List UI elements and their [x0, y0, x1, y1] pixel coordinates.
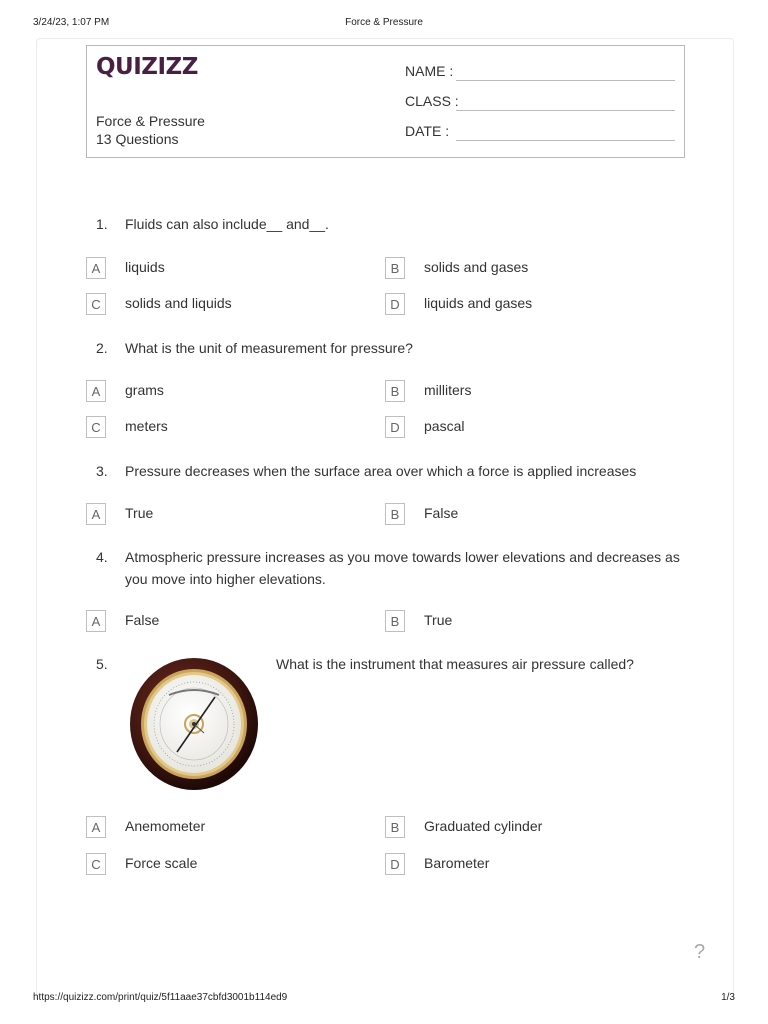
class-line[interactable]: [456, 110, 675, 111]
print-header: [33, 17, 735, 31]
option-b[interactable]: [385, 503, 665, 525]
option-letter: B: [385, 610, 405, 632]
option-letter: D: [385, 416, 405, 438]
option-letter: D: [385, 853, 405, 875]
question-number: 3.: [96, 463, 108, 479]
option-text: Anemometer: [125, 818, 206, 834]
option-b[interactable]: [385, 816, 665, 838]
print-url: https://quizizz.com/print/quiz/5f11aae37cbfd3001b114ed9: [33, 992, 288, 1003]
option-c[interactable]: [86, 293, 366, 315]
option-text: milliters: [424, 382, 472, 398]
quizizz-logo: QUIZIZZ: [96, 54, 198, 80]
option-letter: D: [385, 293, 405, 315]
option-d[interactable]: [385, 853, 665, 875]
option-letter: A: [86, 816, 106, 838]
option-text: liquids and gases: [424, 295, 533, 311]
option-b[interactable]: [385, 380, 665, 402]
option-letter: C: [86, 293, 106, 315]
option-letter: A: [86, 257, 106, 279]
option-text: solids and liquids: [125, 295, 232, 311]
date-field[interactable]: [405, 123, 675, 143]
quiz-title: Force & Pressure: [96, 113, 205, 129]
name-line[interactable]: [456, 80, 675, 81]
option-a[interactable]: [86, 503, 366, 525]
help-icon[interactable]: ?: [694, 941, 706, 963]
option-text: grams: [125, 382, 164, 398]
print-date: 3/24/23, 1:07 PM: [33, 17, 110, 28]
name-label: NAME :: [405, 63, 454, 79]
option-letter: A: [86, 610, 106, 632]
option-letter: A: [86, 503, 106, 525]
page-counter: 1/3: [721, 992, 735, 1003]
option-text: solids and gases: [424, 259, 529, 275]
question-number: 2.: [96, 340, 108, 356]
question-text: What is the unit of measurement for pressure?: [125, 340, 413, 356]
question-number: 5.: [96, 656, 108, 672]
question-count: 13 Questions: [96, 131, 179, 147]
option-text: Graduated cylinder: [424, 818, 543, 834]
option-c[interactable]: [86, 853, 366, 875]
option-text: meters: [125, 418, 168, 434]
print-footer: [33, 992, 735, 1006]
option-letter: B: [385, 380, 405, 402]
print-title: Force & Pressure: [345, 17, 423, 28]
date-label: DATE :: [405, 123, 450, 139]
option-letter: B: [385, 503, 405, 525]
option-text: True: [424, 612, 453, 628]
date-line[interactable]: [456, 140, 675, 141]
name-field[interactable]: [405, 63, 675, 83]
barometer-image: [129, 657, 259, 791]
class-label: CLASS :: [405, 93, 459, 109]
question-text: Atmospheric pressure increases as you move towards lower elevations and decreases as you move into higher elevations.: [125, 549, 680, 587]
class-field[interactable]: [405, 93, 675, 113]
option-letter: C: [86, 853, 106, 875]
option-a[interactable]: [86, 257, 366, 279]
worksheet-header: [86, 45, 685, 158]
option-text: pascal: [424, 418, 465, 434]
question-text: Pressure decreases when the surface area over which a force is applied increases: [125, 463, 637, 479]
option-letter: A: [86, 380, 106, 402]
option-b[interactable]: [385, 610, 665, 632]
question-number: 4.: [96, 549, 108, 565]
option-text: False: [424, 505, 459, 521]
question-text: Fluids can also include__ and__.: [125, 216, 329, 232]
option-letter: B: [385, 257, 405, 279]
option-text: Force scale: [125, 855, 198, 871]
option-d[interactable]: [385, 293, 665, 315]
option-text: False: [125, 612, 160, 628]
option-a[interactable]: [86, 816, 366, 838]
option-text: True: [125, 505, 154, 521]
option-a[interactable]: [86, 610, 366, 632]
question-text: What is the instrument that measures air pressure called?: [276, 656, 634, 672]
option-c[interactable]: [86, 416, 366, 438]
question-number: 1.: [96, 216, 108, 232]
option-text: Barometer: [424, 855, 490, 871]
option-letter: C: [86, 416, 106, 438]
option-text: liquids: [125, 259, 165, 275]
option-letter: B: [385, 816, 405, 838]
option-d[interactable]: [385, 416, 665, 438]
option-b[interactable]: [385, 257, 665, 279]
option-a[interactable]: [86, 380, 366, 402]
